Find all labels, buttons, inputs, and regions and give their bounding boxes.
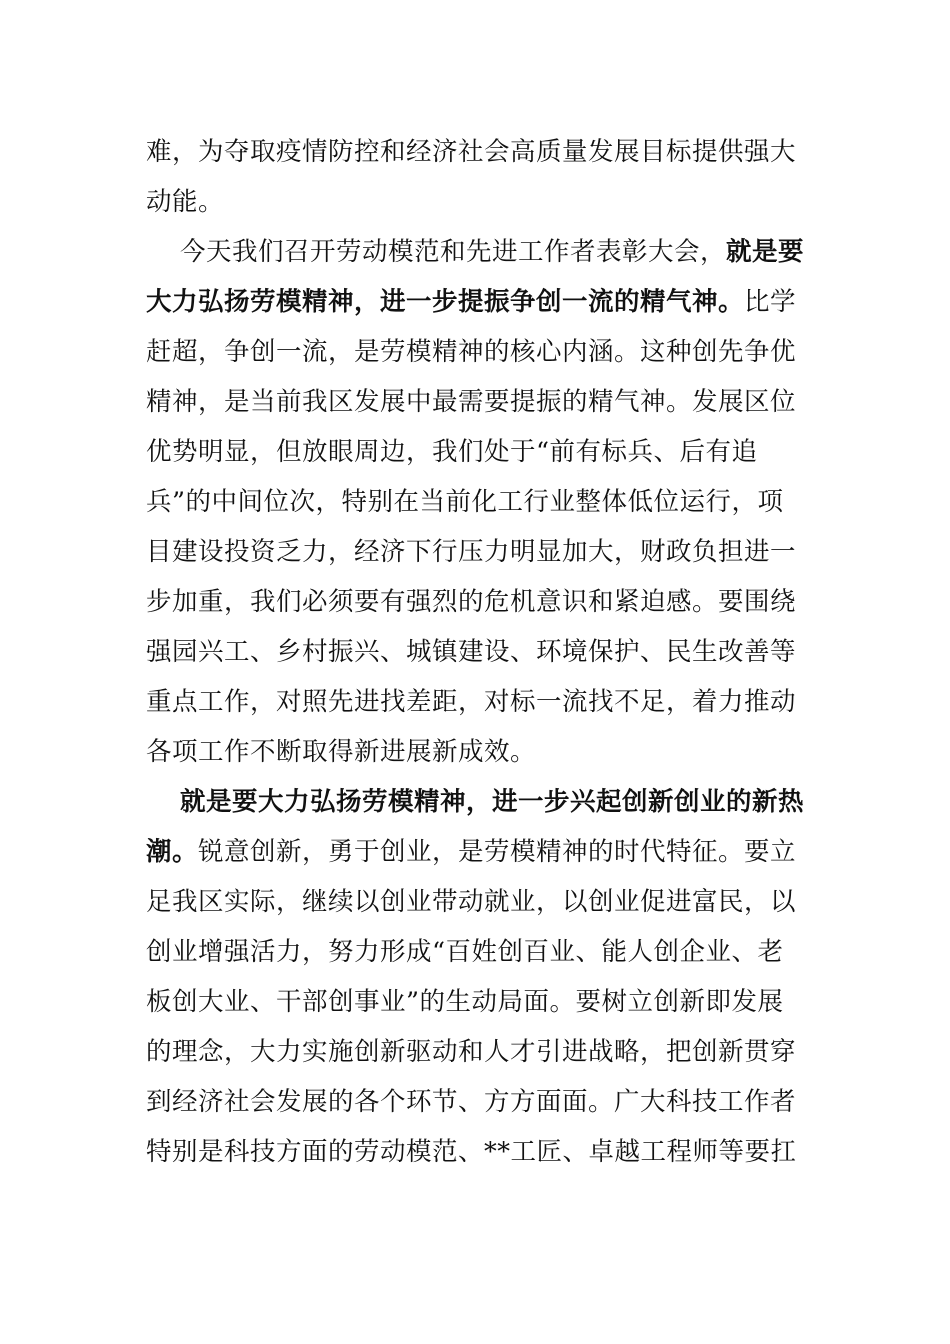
- text-run: 到经济社会发展的各个环节、方方面面。广大科技工作者: [146, 1087, 797, 1117]
- text-run: 赶超，争创一流，是劳模精神的核心内涵。这种创先争优: [146, 337, 797, 367]
- text-line: [146, 732, 806, 772]
- text-run: 今天我们召开劳动模范和先进工作者表彰大会，: [180, 237, 727, 267]
- paragraph-first-line: [180, 782, 840, 822]
- text-line: [146, 582, 806, 622]
- text-line: [146, 282, 806, 322]
- text-line: [146, 632, 806, 672]
- text-line: [146, 382, 806, 422]
- text-line: [146, 1132, 806, 1172]
- text-run: 重点工作，对照先进找差距，对标一流找不足，着力推动: [146, 687, 797, 717]
- text-run: 特别是科技方面的劳动模范、**工匠、卓越工程师等要扛: [146, 1137, 797, 1167]
- text-run: 足我区实际，继续以创业带动就业，以创业促进富民，以: [146, 887, 797, 917]
- text-run: 优势明显，但放眼周边，我们处于“前有标兵、后有追: [146, 437, 758, 467]
- text-line: [146, 182, 806, 222]
- text-line: [146, 682, 806, 722]
- paragraph-first-line: [180, 232, 840, 272]
- text-line: [146, 332, 806, 372]
- text-line: [146, 882, 806, 922]
- bold-run: 就是要: [726, 237, 805, 267]
- text-line: [146, 832, 806, 872]
- text-run: 板创大业、干部创事业”的生动局面。要树立创新即发展: [146, 987, 784, 1017]
- bold-run: 就是要大力弘扬劳模精神，进一步兴起创新创业的新热: [180, 787, 805, 817]
- text-run: 各项工作不断取得新进展新成效。: [146, 737, 537, 767]
- text-run: 强园兴工、乡村振兴、城镇建设、环境保护、民生改善等: [146, 637, 797, 667]
- text-run: 目建设投资乏力，经济下行压力明显加大，财政负担进一: [146, 537, 797, 567]
- text-run: 创业增强活力，努力形成“百姓创百业、能人创企业、老: [146, 937, 784, 967]
- bold-run: 大力弘扬劳模精神，进一步提振争创一流的精气神。: [146, 287, 745, 317]
- text-run: 兵”的中间位次，特别在当前化工行业整体低位运行，项: [146, 487, 784, 517]
- text-run: 难，为夺取疫情防控和经济社会高质量发展目标提供强大: [146, 137, 797, 167]
- text-line: [146, 132, 806, 172]
- text-line: [146, 1032, 806, 1072]
- text-run: 锐意创新，勇于创业，是劳模精神的时代特征。要立: [198, 837, 797, 867]
- bold-run: 潮。: [146, 837, 199, 867]
- text-line: [146, 532, 806, 572]
- text-line: [146, 432, 806, 472]
- text-run: 精神，是当前我区发展中最需要提振的精气神。发展区位: [146, 387, 797, 417]
- text-line: [146, 1082, 806, 1122]
- text-line: [146, 932, 806, 972]
- text-run: 比学: [744, 287, 797, 317]
- text-line: [146, 482, 806, 522]
- text-run: 动能。: [146, 187, 225, 217]
- text-line: [146, 982, 806, 1022]
- text-run: 步加重，我们必须要有强烈的危机意识和紧迫感。要围绕: [146, 587, 797, 617]
- text-run: 的理念，大力实施创新驱动和人才引进战略，把创新贯穿: [146, 1037, 797, 1067]
